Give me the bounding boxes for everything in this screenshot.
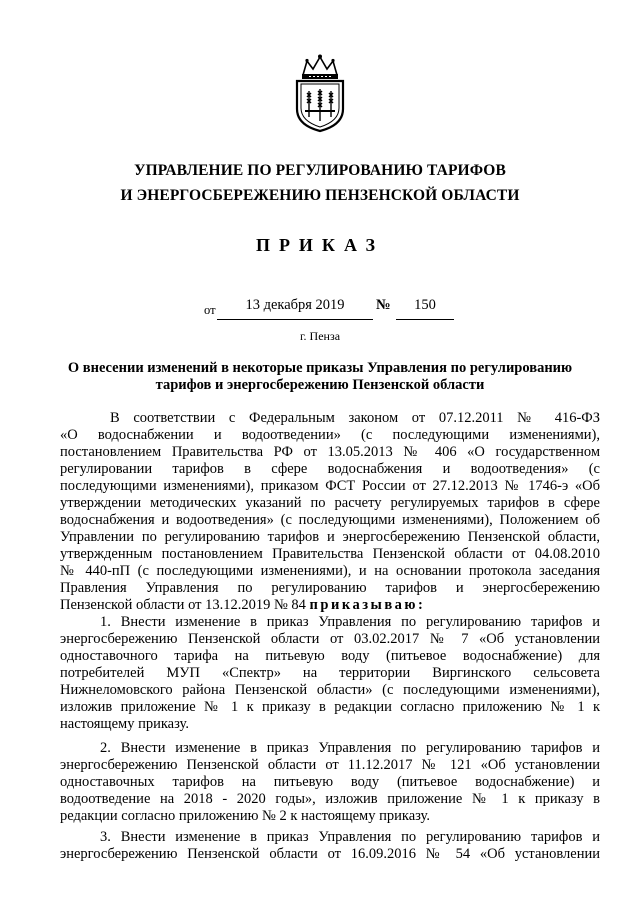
body-line: В соответствии с Федеральным законом от 07.12.2011 № 416-ФЗ — [110, 410, 600, 426]
body-line: Управлении по регулированию тарифов и энергосбережению Пензенской области, — [60, 529, 600, 545]
body-line-final — [60, 597, 600, 614]
body-line: последующими изменениями), приказом ФСТ России от 27.12.2013 № 1746-э «Об — [60, 478, 600, 494]
body-line: № 440-пП (с последующими изменениями), и на основании протокола заседания — [60, 563, 600, 579]
body-line: энергосбережению Пензенской области от 03.02.2017 № 7 «Об установлении — [60, 631, 600, 647]
body-line: одноставочного тарифа на питьевую воду (питьевое водоснабжение) для — [60, 648, 600, 664]
subject-line2: тарифов и энергосбережению Пензенской области — [155, 377, 485, 393]
body-line: Нижнеломовского района Пензенской области» (с последующими изменениями), — [60, 682, 600, 698]
body-line: настоящему приказу. — [60, 716, 189, 732]
body-line: 3. Внести изменение в приказ Управления по регулированию тарифов и — [100, 829, 600, 845]
body-line: водоотведение на 2018 - 2020 годы», изложив приложение № 1 к приказу в — [60, 791, 600, 807]
body-line-text: Пензенской области от 13.12.2019 № 84 — [60, 597, 306, 613]
body-line: 2. Внести изменение в приказ Управления по регулированию тарифов и — [100, 740, 600, 756]
prikazyvayu-keyword: приказываю: — [309, 597, 426, 613]
document-type-title: ПРИКАЗ — [255, 235, 385, 255]
body-line: регулировании тарифов в сфере водоснабжения и водоотведения» (с — [60, 461, 600, 477]
body-line: Правления Управления по регулированию тарифов и энергосбережению — [60, 580, 600, 596]
number-sign: № — [376, 297, 391, 313]
document-date: 13 декабря 2019 — [217, 297, 373, 320]
body-line: постановлением Правительства РФ от 13.05.2013 № 406 «О государственном — [60, 444, 600, 460]
document-city: г. Пенза — [299, 329, 341, 343]
organization-name-line1: УПРАВЛЕНИЕ ПО РЕГУЛИРОВАНИЮ ТАРИФОВ — [134, 162, 506, 179]
body-line: одноставочных тарифов на питьевую воду (питьевое водоснабжение) и — [60, 774, 600, 790]
body-line: редакции согласно приложению № 2 к настоящему приказу. — [60, 808, 430, 824]
body-line: водоснабжения и водоотведения» (с последующими изменениями), Положением об — [60, 512, 600, 528]
organization-name-line2: И ЭНЕРГОСБЕРЕЖЕНИЮ ПЕНЗЕНСКОЙ ОБЛАСТИ — [120, 187, 520, 204]
body-line: утверждении методических указаний по расчету регулируемых тарифов в сфере — [60, 495, 600, 511]
body-line: «О водоснабжении и водоотведении» (с последующими изменениями), — [60, 427, 600, 443]
document-number: 150 — [396, 297, 454, 320]
subject-line1: О внесении изменений в некоторые приказы Управления по регулированию — [67, 360, 573, 376]
coat-of-arms-icon — [289, 53, 351, 133]
body-line: утвержденным постановлением Правительства Пензенской области от 04.08.2010 — [60, 546, 600, 562]
body-line: энергосбережению Пензенской области от 16.09.2016 № 54 «Об установлении — [60, 846, 600, 862]
body-line: 1. Внести изменение в приказ Управления по регулированию тарифов и — [100, 614, 600, 630]
body-line: энергосбережению Пензенской области от 11.12.2017 № 121 «Об установлении — [60, 757, 600, 773]
body-line: изложив приложение № 1 к приказу в редакции согласно приложению № 1 к — [60, 699, 600, 715]
date-prefix: от — [204, 303, 216, 317]
body-line: потребителей МУП «Спектр» на территории Виргинского сельсовета — [60, 665, 600, 681]
